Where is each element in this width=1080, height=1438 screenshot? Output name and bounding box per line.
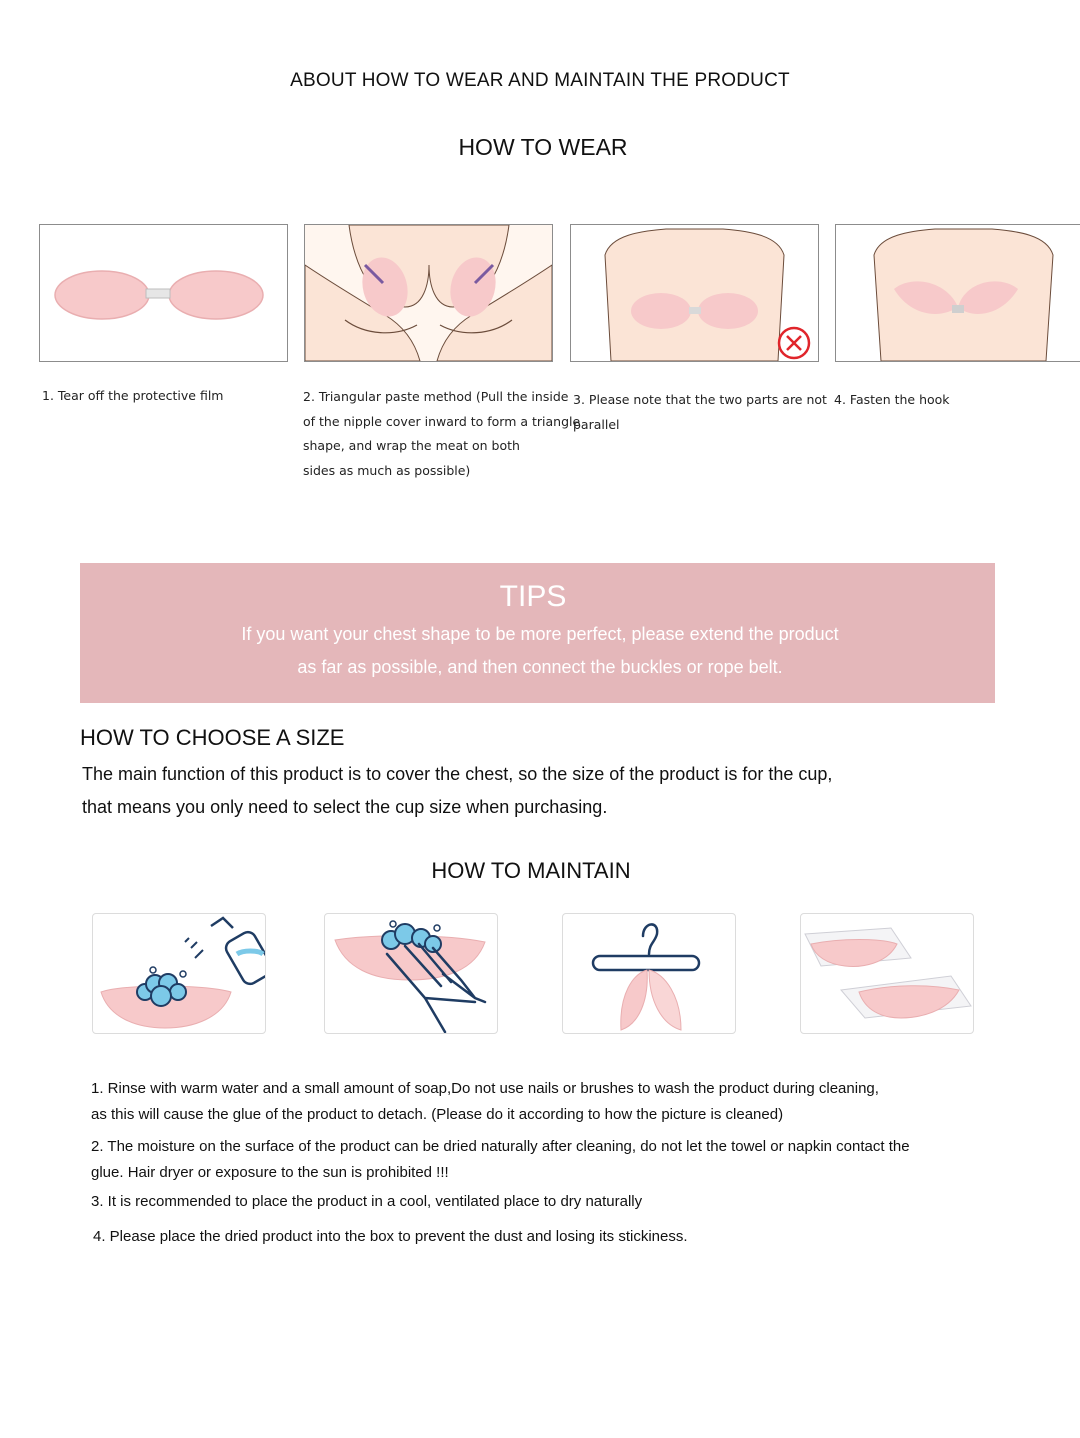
wear-step-4-caption: 4. Fasten the hook — [834, 392, 950, 407]
size-text-line: that means you only need to select the cup size when purchasing. — [82, 797, 608, 817]
maintain-step-4-image — [800, 913, 974, 1034]
bra-cups-icon — [40, 225, 287, 361]
instruction-line: 2. The moisture on the surface of the product can be dried naturally after cleaning, do not let the towel or napkin contact the — [91, 1138, 910, 1155]
tips-text-line: If you want your chest shape to be more perfect, please extend the product — [241, 624, 839, 644]
instruction-line: 1. Rinse with warm water and a small amount of soap,Do not use nails or brushes to wash the product during cleaning, — [91, 1080, 879, 1097]
wear-step-4-image — [835, 224, 1080, 362]
fasten-hook-illustration-icon — [836, 225, 1080, 361]
how-to-maintain-heading: HOW TO MAINTAIN — [431, 858, 631, 883]
wear-step-1-caption: 1. Tear off the protective film — [42, 388, 224, 403]
instruction-line: 4. Please place the dried product into the box to prevent the dust and losing its stickiness. — [93, 1228, 688, 1245]
maintain-step-1-image — [92, 913, 266, 1034]
instruction-line: as this will cause the glue of the product to detach. (Please do it according to how the picture is cleaned) — [91, 1106, 784, 1123]
triangle-paste-illustration-icon — [305, 225, 552, 361]
wear-step-3-caption: 3. Please note that the two parts are not parallel — [573, 392, 827, 432]
how-to-wear-heading: HOW TO WEAR — [458, 134, 628, 160]
wear-step-1-image — [39, 224, 288, 362]
wear-step-3-image — [570, 224, 819, 362]
soap-rinse-icon — [93, 914, 265, 1033]
wear-step-2-image — [304, 224, 553, 362]
maintain-step-2-image — [324, 913, 498, 1034]
page-title: ABOUT HOW TO WEAR AND MAINTAIN THE PRODUCT — [290, 70, 790, 91]
hand-wash-icon — [325, 914, 497, 1033]
hanger-dry-icon — [563, 914, 735, 1033]
size-text-line: The main function of this product is to cover the chest, so the size of the product is for the cup, — [82, 764, 833, 784]
tips-heading: TIPS — [499, 580, 567, 613]
instruction-line: 3. It is recommended to place the product in a cool, ventilated place to dry naturally — [91, 1193, 643, 1210]
storage-box-icon — [801, 914, 973, 1033]
size-heading: HOW TO CHOOSE A SIZE — [80, 725, 345, 750]
maintain-step-3-image — [562, 913, 736, 1034]
wear-step-2-caption: 2. Triangular paste method (Pull the inside of the nipple cover inward to form a triangle shape, and wrap the meat on both sides as much as possible) — [303, 389, 581, 478]
tips-text-line: as far as possible, and then connect the buckles or rope belt. — [297, 657, 783, 677]
wrong-placement-illustration-icon — [571, 225, 818, 361]
instruction-line: glue. Hair dryer or exposure to the sun is prohibited !!! — [91, 1164, 449, 1181]
